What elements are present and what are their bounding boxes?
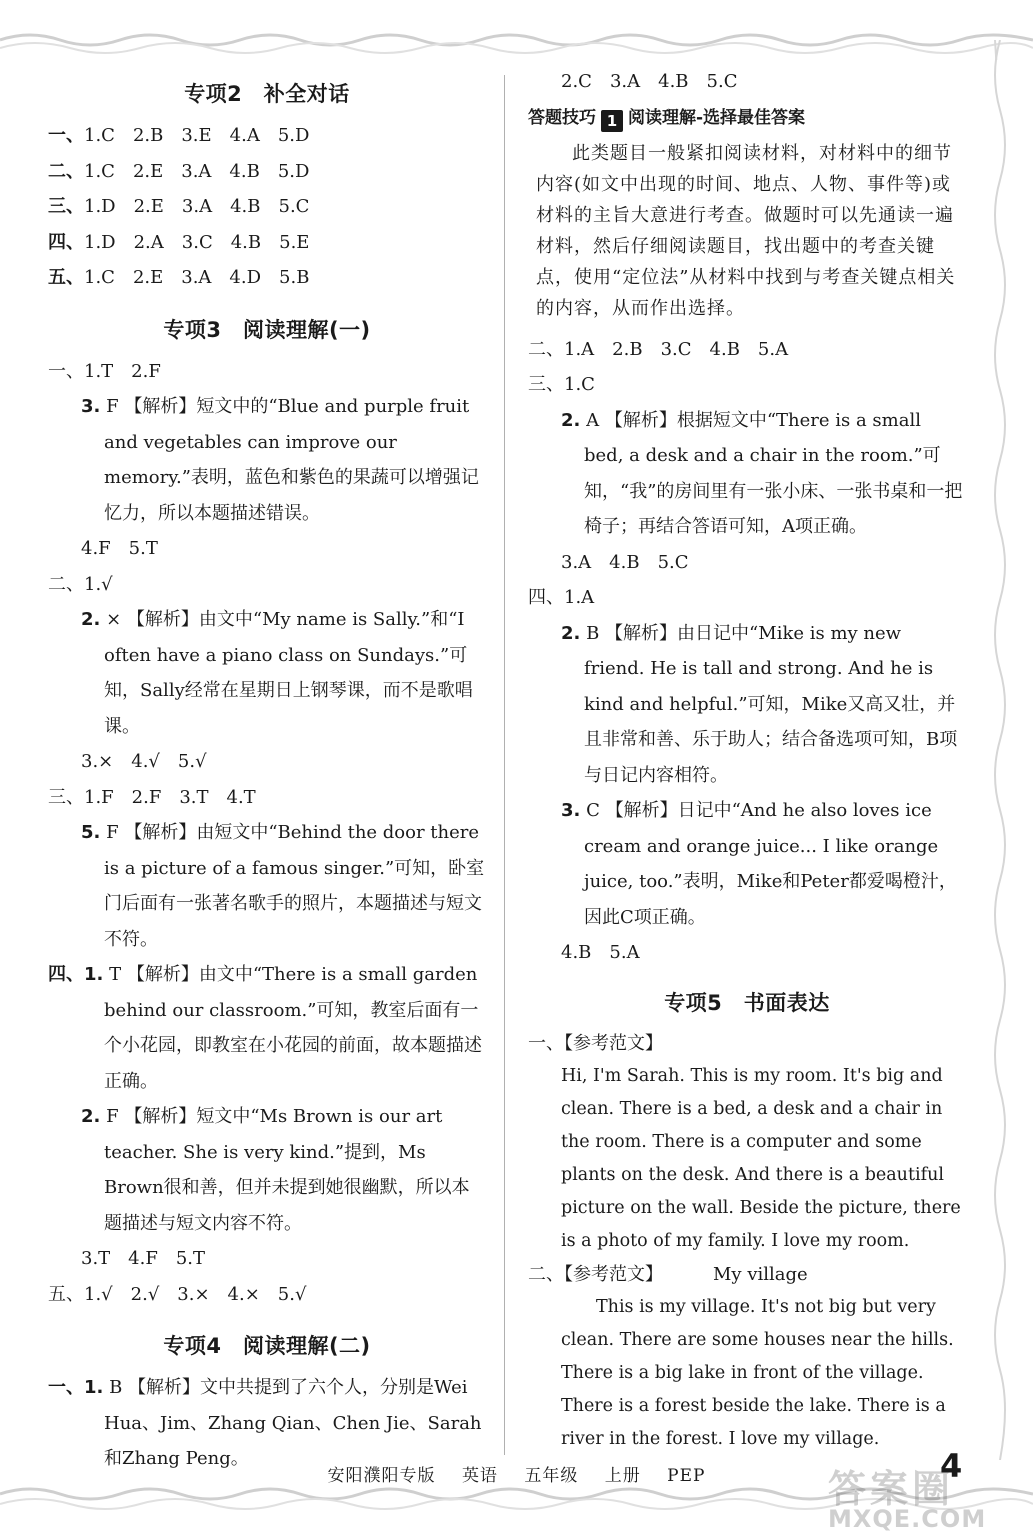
footer-grade: 五年级 [524,1466,579,1486]
answer-row [48,225,486,261]
item-number: 2. [561,622,581,644]
s2-answers [48,118,486,296]
page-number: 4 [940,1447,963,1485]
item-number: 一、1. [48,1377,104,1398]
footer-edition: 安阳濮阳专版 [327,1466,436,1486]
section-title-s3: 专项3 阅读理解(一) [163,317,371,342]
row-label: 五、 [48,267,84,288]
essay-heading [528,1258,966,1291]
item-number: 2. [81,609,101,630]
explanation-item [48,1099,486,1241]
answer-row: 2.C 3.A 4.B 5.C [561,71,738,92]
item-text: × 【解析】由文中“My name is Sally.”和“I often have a piano class on Sundays.”可知，Sally经常在星期日上钢琴课，而不是歌唱课。 [104,609,473,737]
row-text: 1.D 2.A 3.C 4.B 5.E [84,231,310,253]
answer-row [48,260,486,296]
section-title-s5: 专项5 书面表达 [664,990,830,1015]
answer-row: 四、1.A [528,587,595,608]
item-text: F 【解析】由短文中“Behind the door there is a picture of a famous singer.”可知，卧室门后面有一张著名歌手的照片，本题描述与短文不符。 [104,822,485,950]
answer-row: 二、1.√ [48,573,113,595]
footer-volume: 上册 [604,1466,641,1486]
explanation-item [528,403,966,545]
answer-row: 3.A 4.B 5.C [561,551,689,573]
explanation-item [48,957,486,1099]
answer-row: 4.B 5.A [561,942,640,963]
column-divider [504,75,505,1455]
answer-row: 三、1.F 2.F 3.T 4.T [48,786,256,808]
tip-heading [528,102,966,134]
item-text: A 【解析】根据短文中“There is a small bed, a desk and a chair in the room.”可知，“我”的房间里有一张小床、一张书桌和一把椅子；再结合答语可知，A项正确。 [584,409,963,537]
item-text: F 【解析】短文中的“Blue and purple fruit and vegetables can improve our memory.”表明，蓝色和紫色的果蔬可以增强记忆力，所以本题描述错误。 [104,396,479,524]
explanation-item [528,616,966,794]
watermark-line2: MXQE.COM [828,1505,987,1533]
item-number: 3. [81,396,101,417]
explanation-item [48,815,486,957]
footer-publisher: PEP [667,1466,706,1486]
row-text: 1.D 2.E 3.A 4.B 5.C [84,196,310,217]
footer-subject: 英语 [461,1466,498,1486]
item-number: 5. [81,822,101,843]
answer-row [48,189,486,225]
item-text: B 【解析】由日记中“Mike is my new friend. He is tall and strong. And he is kind and helpful.”可知，Mike又高又壮，并且非常和善、乐于助人；结合备选项可知，B项与日记内容相符。 [584,622,958,786]
tip-body: 此类题目一般紧扣阅读材料，对材料中的细节内容(如文中出现的时间、地点、人物、事件等)或材料的主旨大意进行考查。做题时可以先通读一遍材料，然后仔细阅读题目，找出题中的考查关键点，使用“定位法”从材料中找到与考查关键点相关的内容，从而作出选择。 [536,142,956,319]
tip-number-badge: 1 [601,110,623,132]
answer-row [48,118,486,154]
right-wave-border [990,40,1010,1460]
item-number: 3. [561,800,581,821]
explanation-item [528,793,966,935]
answer-row: 三、1.C [528,374,595,395]
explanation-item [48,389,486,531]
item-number: 2. [81,1106,101,1127]
right-column [528,66,966,1456]
answer-row: 4.F 5.T [81,538,158,559]
section-title-s2: 专项2 补全对话 [184,82,350,106]
answer-row: 二、1.A 2.B 3.C 4.B 5.A [528,338,789,360]
essay-label: 一、【参考范文】 [528,1032,663,1054]
row-text: 1.C 2.E 3.A 4.B 5.D [84,160,310,182]
item-text: F 【解析】短文中“Ms Brown is our art teacher. She is very kind.”提到，Ms Brown很和善，但并未提到她很幽默，所以本题描述与短文内容不符。 [104,1106,470,1234]
item-number: 四、1. [48,964,104,985]
top-wave-border [0,0,1033,60]
item-text: C 【解析】日记中“And he also loves ice cream and orange juice... I like orange juice, too.”表明，Mike和Peter都爱喝橙汁，因此C项正确。 [584,800,957,928]
row-text: 1.C 2.B 3.E 4.A 5.D [84,125,310,146]
item-text: B 【解析】文中共提到了六个人，分别是Wei Hua、Jim、Zhang Qian、Chen Jie、Sarah和Zhang Peng。 [104,1377,482,1469]
answer-row [48,154,486,190]
row-label: 四、 [48,231,84,253]
tip-label: 答题技巧 [528,107,596,128]
row-label: 一、 [48,125,84,146]
watermark-logo [828,1458,1023,1533]
row-label: 二、 [48,160,84,182]
answer-row: 五、1.√ 2.√ 3.× 4.× 5.√ [48,1283,307,1305]
row-label: 三、 [48,196,84,217]
watermark-line1: 答案圈 [828,1467,955,1511]
essay-title: My village [713,1263,808,1285]
row-text: 1.C 2.E 3.A 4.D 5.B [84,267,310,288]
item-text: T 【解析】由文中“There is a small garden behind our classroom.”可知，教室后面有一个小花园，即教室在小花园的前面，故本题描述正确。 [104,964,482,1092]
essay-label: 二、【参考范文】 [528,1263,663,1285]
answer-row: 3.× 4.√ 5.√ [81,751,207,772]
answer-row: 3.T 4.F 5.T [81,1248,206,1269]
answer-row: 一、1.T 2.F [48,360,161,382]
left-column [48,66,486,1477]
essay-text: This is my village. It's not big but very clean. There are some houses near the hills. There is a big lake in front of the village. There is a forest beside the lake. There is a river in the forest. I love my village. [561,1296,954,1449]
section-title-s4: 专项4 阅读理解(二) [163,1334,371,1358]
explanation-item [48,602,486,744]
tip-title: 阅读理解-选择最佳答案 [628,107,806,128]
item-number: 2. [561,409,581,431]
essay-text: Hi, I'm Sarah. This is my room. It's big and clean. There is a bed, a desk and a chair in the room. There is a computer and some plants on the desk. And there is a beautiful picture on the wall. Beside the picture, there is a photo of my family. I love my room. [561,1065,961,1251]
